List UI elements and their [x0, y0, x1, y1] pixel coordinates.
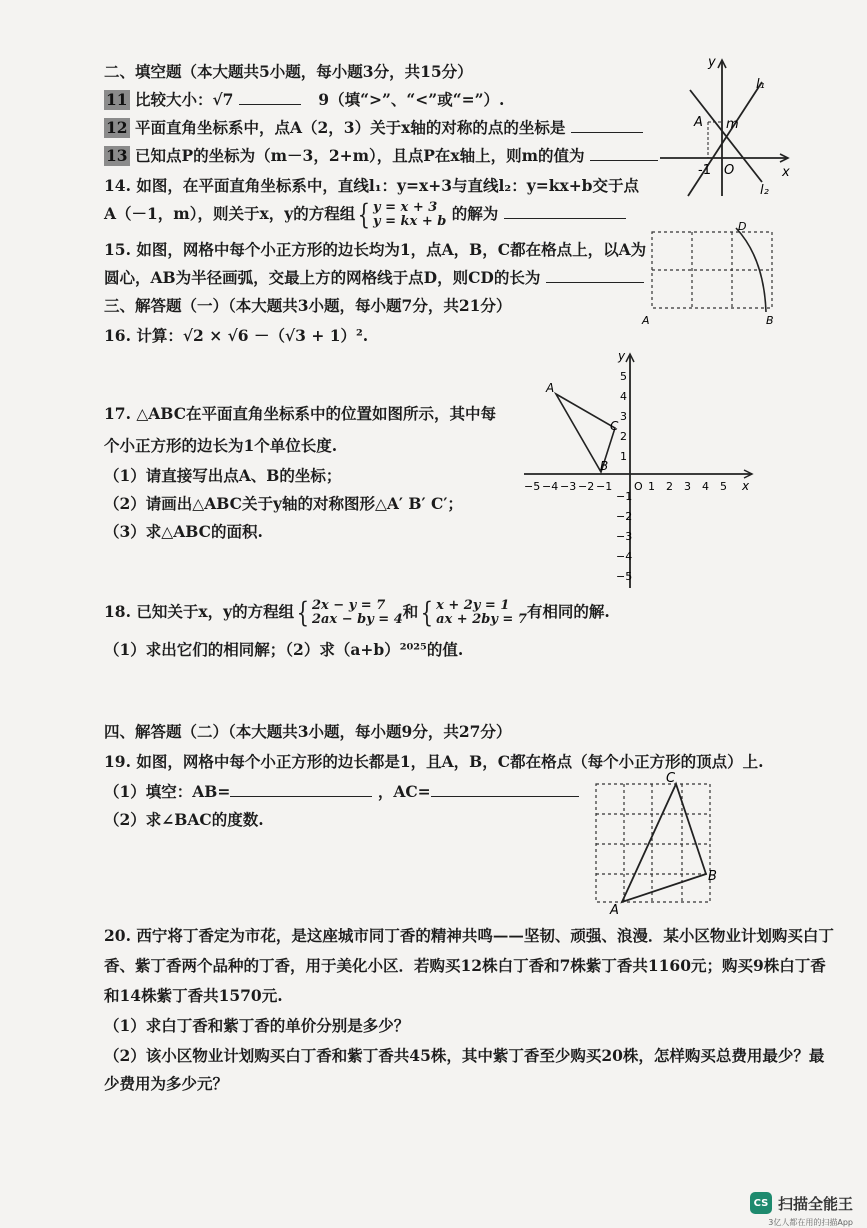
question-14-line2: A（－1，m），则关于x，y的方程组{ y = x + 3 y = kx + b 的解为 — [104, 198, 626, 230]
question-20-part2b: 少费用为多少元？ — [104, 1074, 229, 1093]
question-17-line1: 17. △ABC在平面直角坐标系中的位置如图所示，其中每 — [104, 404, 497, 423]
section-3-title: 三、解答题（一）（本大题共3小题，每小题7分，共21分） — [104, 296, 512, 315]
svg-text:−1: −1 — [596, 480, 613, 493]
svg-text:5: 5 — [720, 480, 727, 493]
fig14-y-label: y — [708, 55, 716, 70]
fig17-y-label: y — [618, 349, 626, 363]
figure-19-grid-triangle — [586, 766, 726, 916]
question-19-line1: 19. 如图，网格中每个小正方形的边长都是1，且A，B，C都在格点（每个小正方形的顶点）上. — [104, 752, 764, 771]
question-number: 11 — [106, 90, 128, 109]
figure-17-coordinate-plane — [518, 348, 758, 594]
svg-text:5: 5 — [620, 370, 627, 383]
fig19-point-c: C — [666, 771, 676, 786]
svg-text:1: 1 — [648, 480, 655, 493]
question-18-line2: （1）求出它们的相同解；（2）求（a+b）²⁰²⁵的值. — [104, 640, 464, 659]
question-13: 13 已知点P的坐标为（m－3，2+m），且点P在x轴上，则m的值为 — [104, 146, 658, 166]
fig17-point-c: C — [610, 419, 619, 433]
svg-text:3: 3 — [620, 410, 627, 423]
svg-text:−5: −5 — [616, 570, 633, 583]
question-11: 11 比较大小：√7 9（填“>”、“<”或“=”）. — [106, 90, 505, 109]
question-number: 13 — [106, 146, 128, 165]
fig14-origin: O — [724, 163, 735, 178]
question-17-line2: 个小正方形的边长为1个单位长度. — [104, 436, 338, 455]
svg-text:2: 2 — [620, 430, 627, 443]
fig17-point-b: B — [600, 459, 609, 473]
question-12: 12 平面直角坐标系中，点A（2，3）关于x轴的对称的点的坐标是 — [104, 118, 643, 138]
fig14-point-a: A — [694, 115, 703, 130]
answer-blank-ab[interactable] — [230, 782, 372, 797]
question-19-part2: （2）求∠BAC的度数. — [104, 810, 264, 829]
question-20-part2a: （2）该小区物业计划购买白丁香和紫丁香共45株，其中紫丁香至少购买20株，怎样购买总费用最少？最 — [104, 1046, 825, 1065]
question-16: 16. 计算：√2 × √6 －（√3 + 1）². — [104, 326, 369, 345]
question-20-line1: 20. 西宁将丁香定为市花，是这座城市同丁香的精神共鸣——坚韧、顽强、浪漫．某小区物业计划购买白丁 — [104, 926, 834, 945]
svg-text:−3: −3 — [560, 480, 577, 493]
answer-blank-13[interactable] — [590, 146, 658, 161]
question-number: 12 — [106, 118, 128, 137]
svg-text:3: 3 — [684, 480, 691, 493]
fig14-m-label: m — [726, 117, 739, 132]
svg-text:−2: −2 — [578, 480, 595, 493]
fig15-point-a: A — [642, 314, 650, 327]
question-15-line1: 15. 如图，网格中每个小正方形的边长均为1，点A，B，C都在格点上，以A为 — [104, 240, 647, 259]
svg-text:−2: −2 — [616, 510, 633, 523]
fig15-point-b: B — [766, 314, 774, 327]
svg-text:−5: −5 — [524, 480, 541, 493]
question-19-part1: （1）填空：AB= ，AC= — [104, 782, 579, 802]
figure-15-grid-arc — [640, 218, 790, 330]
fig14-l2-label: l₂ — [760, 183, 769, 198]
svg-text:−4: −4 — [542, 480, 559, 493]
section-4-title: 四、解答题（二）（本大题共3小题，每小题9分，共27分） — [104, 722, 512, 741]
answer-blank-14[interactable] — [504, 204, 626, 219]
svg-text:1: 1 — [620, 450, 627, 463]
question-17-part3: （3）求△ABC的面积. — [104, 522, 263, 541]
question-18-line1: 18. 已知关于x，y的方程组{ 2x − y = 7 2ax − by = 4和{ x + 2y = 1 ax + 2by = 7有相同的解. — [104, 596, 610, 629]
fig14-l1-label: l₁ — [756, 77, 765, 92]
fig14-x-label: x — [782, 165, 790, 180]
answer-blank-12[interactable] — [571, 118, 643, 133]
brand-subtitle: 3亿人都在用的扫描App — [768, 1218, 853, 1227]
svg-text:2: 2 — [666, 480, 673, 493]
question-15-line2: 圆心，AB为半径画弧，交最上方的网格线于点D，则CD的长为 — [104, 268, 644, 288]
svg-text:4: 4 — [620, 390, 627, 403]
section-2-title: 二、填空题（本大题共5小题，每小题3分，共15分） — [104, 62, 473, 81]
question-17-part2: （2）请画出△ABC关于y轴的对称图形△A′ B′ C′； — [104, 494, 463, 513]
question-20-line2: 香、紫丁香两个品种的丁香，用于美化小区．若购买12株白丁香和7株紫丁香共1160元；购买9株白丁香 — [104, 956, 826, 975]
fig17-point-a: A — [546, 381, 555, 395]
fig15-point-d: D — [738, 220, 747, 233]
svg-text:−1: −1 — [616, 490, 633, 503]
fig19-point-b: B — [708, 869, 717, 884]
svg-text:4: 4 — [702, 480, 709, 493]
answer-blank-11[interactable] — [239, 90, 301, 105]
question-17-part1: （1）请直接写出点A、B的坐标； — [104, 466, 342, 485]
cs-logo-icon: CS — [750, 1192, 772, 1214]
fig17-x-label: x — [742, 479, 750, 493]
brand-name: 扫描全能王 — [777, 1194, 853, 1213]
svg-text:O: O — [634, 480, 643, 493]
fig14-neg1-label: -1 — [698, 163, 711, 178]
fig19-point-a: A — [610, 903, 619, 916]
question-14-line1: 14. 如图，在平面直角坐标系中，直线l₁：y=x+3与直线l₂：y=kx+b交于点 — [104, 176, 640, 195]
figure-14-lines — [650, 52, 800, 202]
svg-text:−4: −4 — [616, 550, 633, 563]
question-20-line3: 和14株紫丁香共1570元. — [104, 986, 283, 1005]
svg-text:−3: −3 — [616, 530, 633, 543]
question-20-part1: （1）求白丁香和紫丁香的单价分别是多少？ — [104, 1016, 410, 1035]
answer-blank-15[interactable] — [546, 268, 644, 283]
scanner-brand — [750, 1192, 853, 1214]
answer-blank-ac[interactable] — [431, 782, 579, 797]
